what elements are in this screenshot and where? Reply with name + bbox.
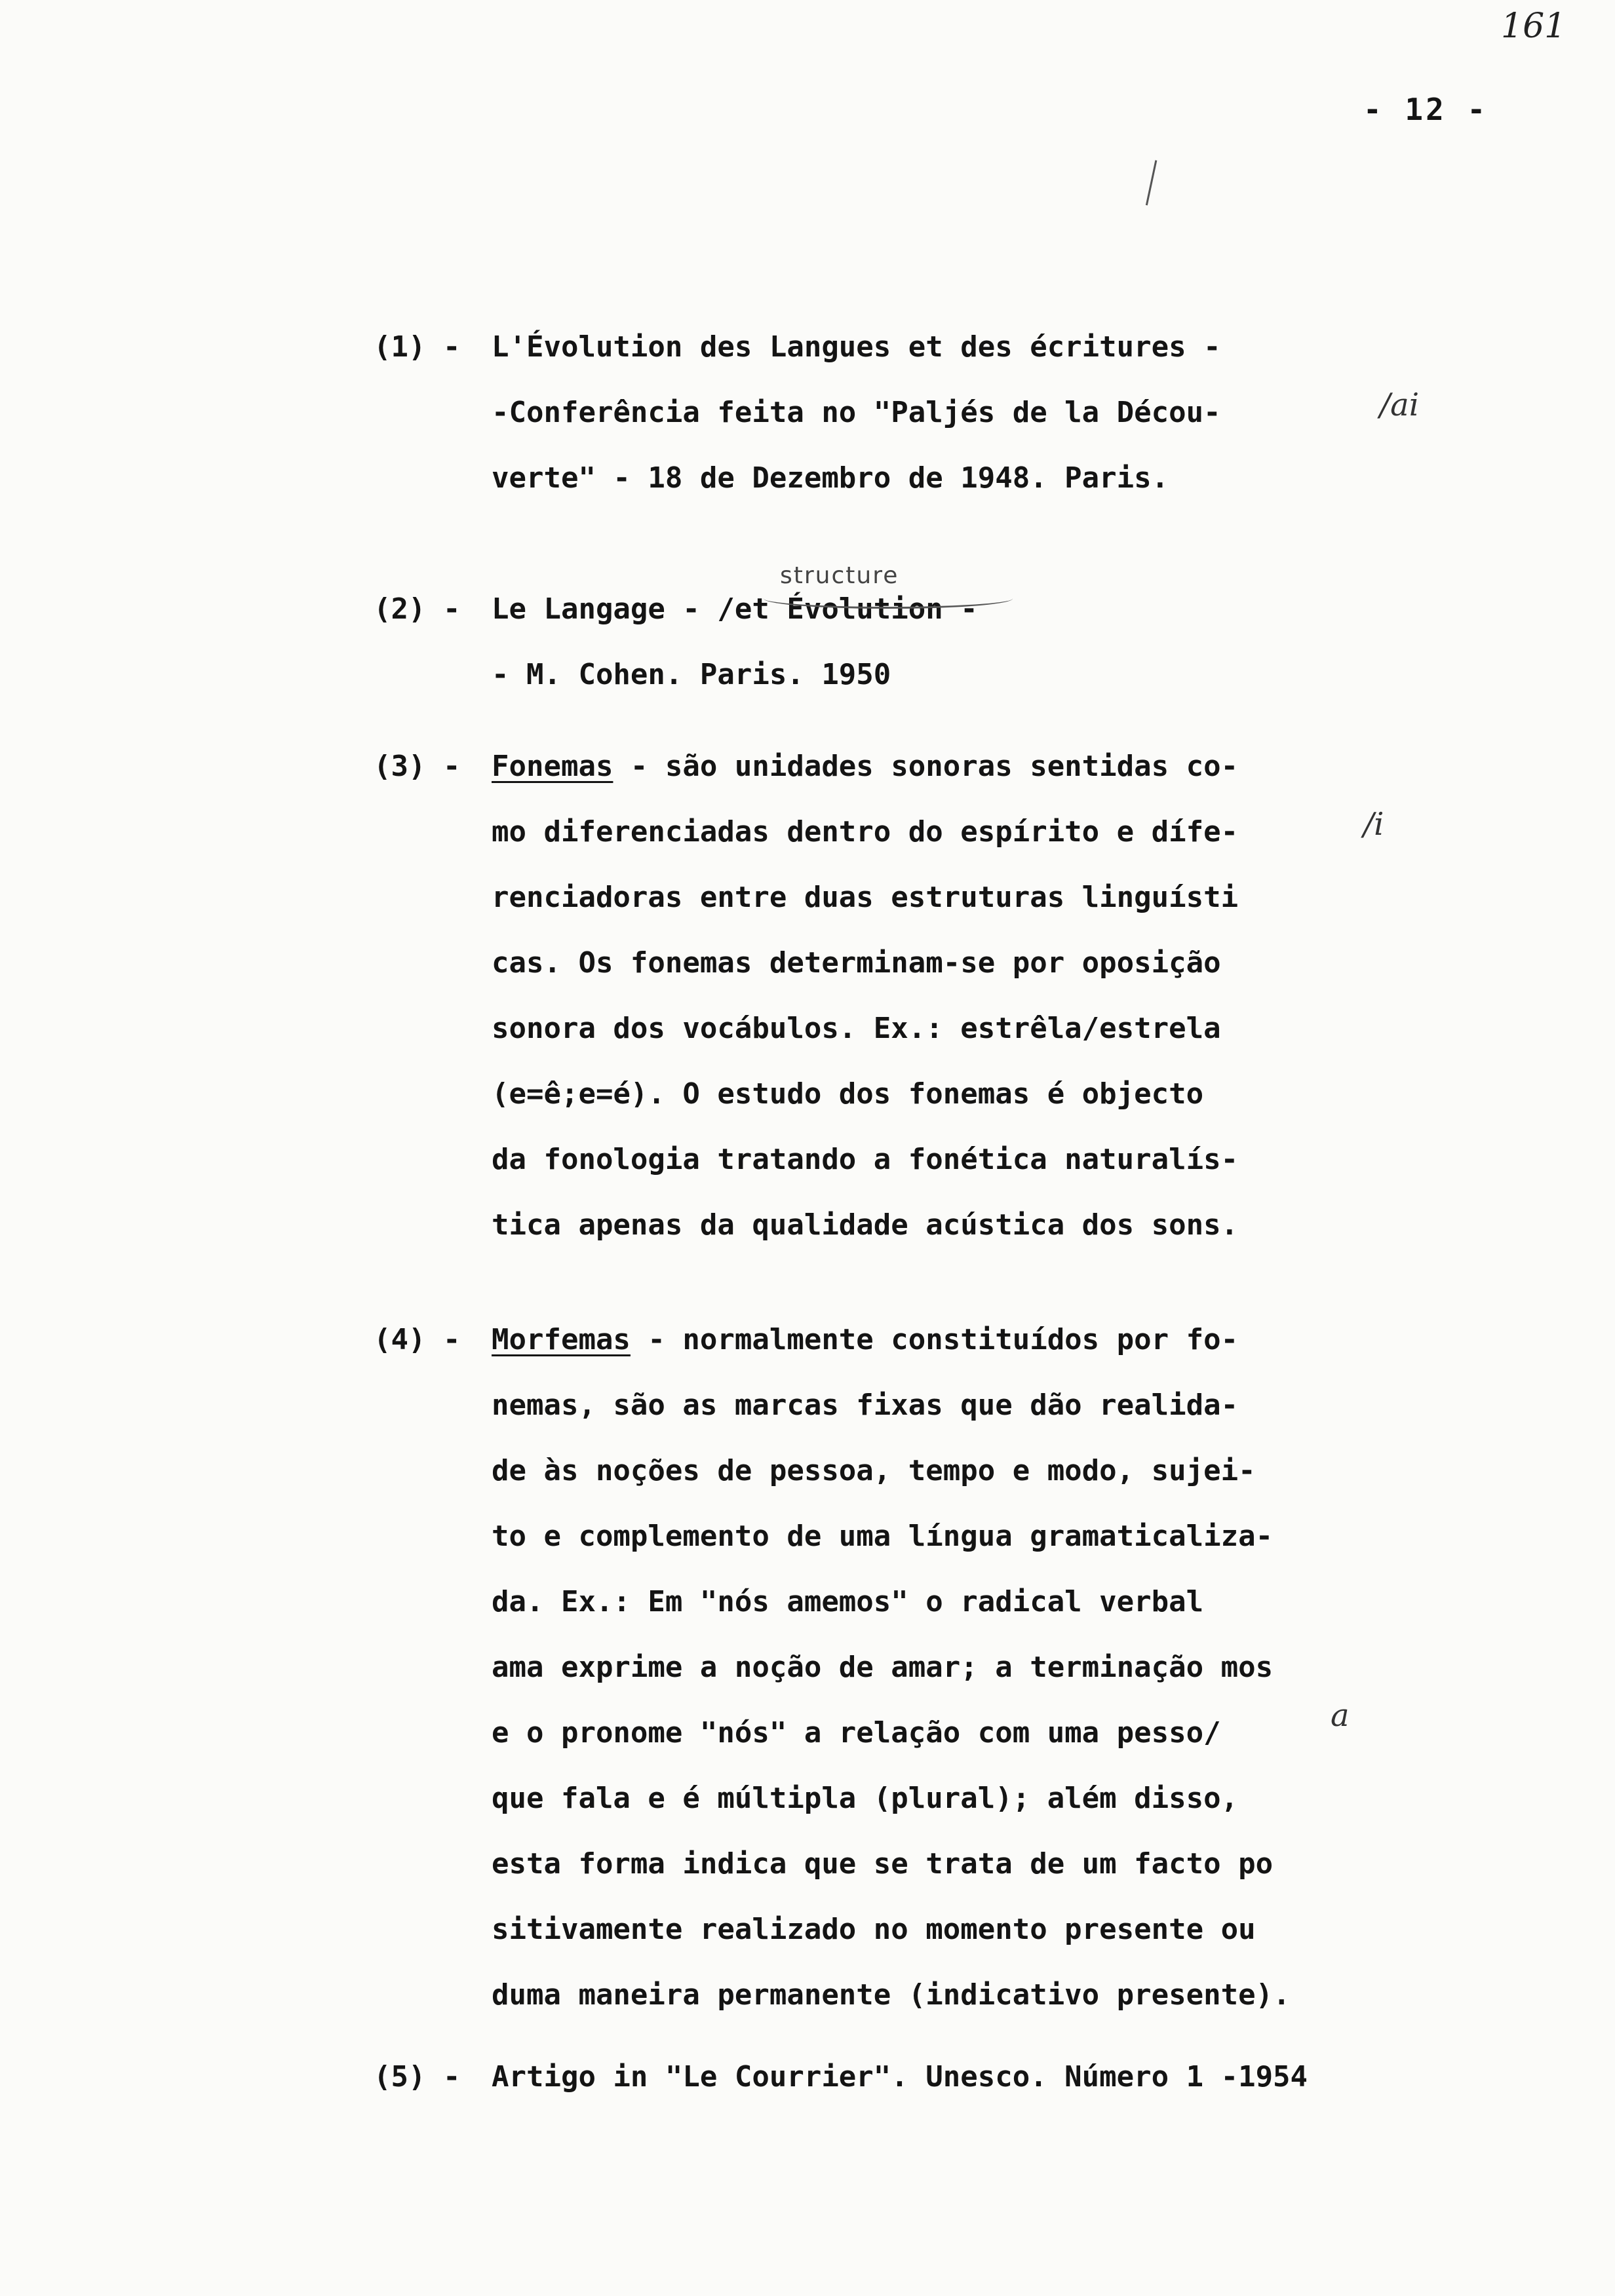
footnote-number: (5) - xyxy=(374,2060,461,2094)
footnote-number: (4) - xyxy=(374,1323,461,1356)
footnote-line: da. Ex.: Em "nós amemos" o radical verbal xyxy=(492,1585,1204,1618)
footnote-4 xyxy=(374,1307,1422,2028)
footnote-text xyxy=(492,1307,1422,2028)
footnote-line: nemas, são as marcas fixas que dão realida- xyxy=(492,1388,1239,1422)
footnote-number: (1) - xyxy=(374,330,461,364)
footnote-line: cas. Os fonemas determinam-se por oposição xyxy=(492,946,1221,980)
footnote-text xyxy=(492,315,1422,511)
footnote-line: duma maneira permanente (indicativo presente). xyxy=(492,1978,1291,2012)
footnote-line: Morfemas - normalmente constituídos por fo- xyxy=(492,1323,1239,1356)
footnote-line: que fala e é múltipla (plural); além disso, xyxy=(492,1782,1239,1815)
footnote-5 xyxy=(374,2044,1422,2110)
margin-correction: a xyxy=(1331,1697,1350,1734)
margin-correction: /i xyxy=(1363,806,1384,843)
footnote-line: sitivamente realizado no momento presente ou xyxy=(492,1913,1256,1946)
footnote-line: ama exprime a noção de amar; a terminação mos xyxy=(492,1651,1274,1684)
footnote-line: de às noções de pessoa, tempo e modo, sujei- xyxy=(492,1454,1256,1487)
footnote-line: Artigo in "Le Courrier". Unesco. Número 1 -1954 xyxy=(492,2060,1308,2094)
defined-term: Morfemas xyxy=(492,1323,631,1356)
footnote-number: (2) - xyxy=(374,592,461,626)
handwritten-page-number: 161 xyxy=(1501,7,1566,46)
footnote-line: e o pronome "nós" a relação com uma pesso/ xyxy=(492,1716,1221,1750)
footnote-line: esta forma indica que se trata de um facto po xyxy=(492,1847,1274,1881)
footnote-line: L'Évolution des Langues et des écritures - xyxy=(492,330,1221,364)
footnote-line: renciadoras entre duas estruturas linguísti xyxy=(492,881,1239,914)
footnote-line: tica apenas da qualidade acústica dos sons. xyxy=(492,1208,1239,1242)
footnote-line: da fonologia tratando a fonética naturalís- xyxy=(492,1143,1239,1176)
footnote-line: verte" - 18 de Dezembro de 1948. Paris. xyxy=(492,461,1169,495)
footnote-text xyxy=(492,734,1422,1258)
handwritten-insertion: structure xyxy=(780,562,899,589)
footnote-line: to e complemento de uma língua gramaticaliza- xyxy=(492,1520,1274,1553)
footnote-number: (3) - xyxy=(374,750,461,783)
footnote-text xyxy=(492,2044,1422,2110)
defined-term: Fonemas xyxy=(492,750,613,783)
page-number: - 12 - xyxy=(1363,92,1489,127)
pencil-stroke xyxy=(1146,160,1163,206)
footnote-line: Le Langage - /et Évolution - xyxy=(492,592,978,626)
footnote-line: sonora dos vocábulos. Ex.: estrêla/estrela xyxy=(492,1012,1221,1045)
footnote-3 xyxy=(374,734,1422,1258)
margin-correction: /ai xyxy=(1380,387,1420,423)
footnote-line: Fonemas - são unidades sonoras sentidas co- xyxy=(492,750,1239,783)
footnote-1 xyxy=(374,315,1422,511)
insertion-mark xyxy=(764,588,1013,609)
footnote-line: -Conferência feita no "Paljés de la Décou- xyxy=(492,396,1221,429)
footnote-line: (e=ê;e=é). O estudo dos fonemas é objecto xyxy=(492,1077,1204,1111)
footnote-line: - M. Cohen. Paris. 1950 xyxy=(492,658,891,691)
footnote-line: mo diferenciadas dentro do espírito e dífe- xyxy=(492,815,1239,849)
